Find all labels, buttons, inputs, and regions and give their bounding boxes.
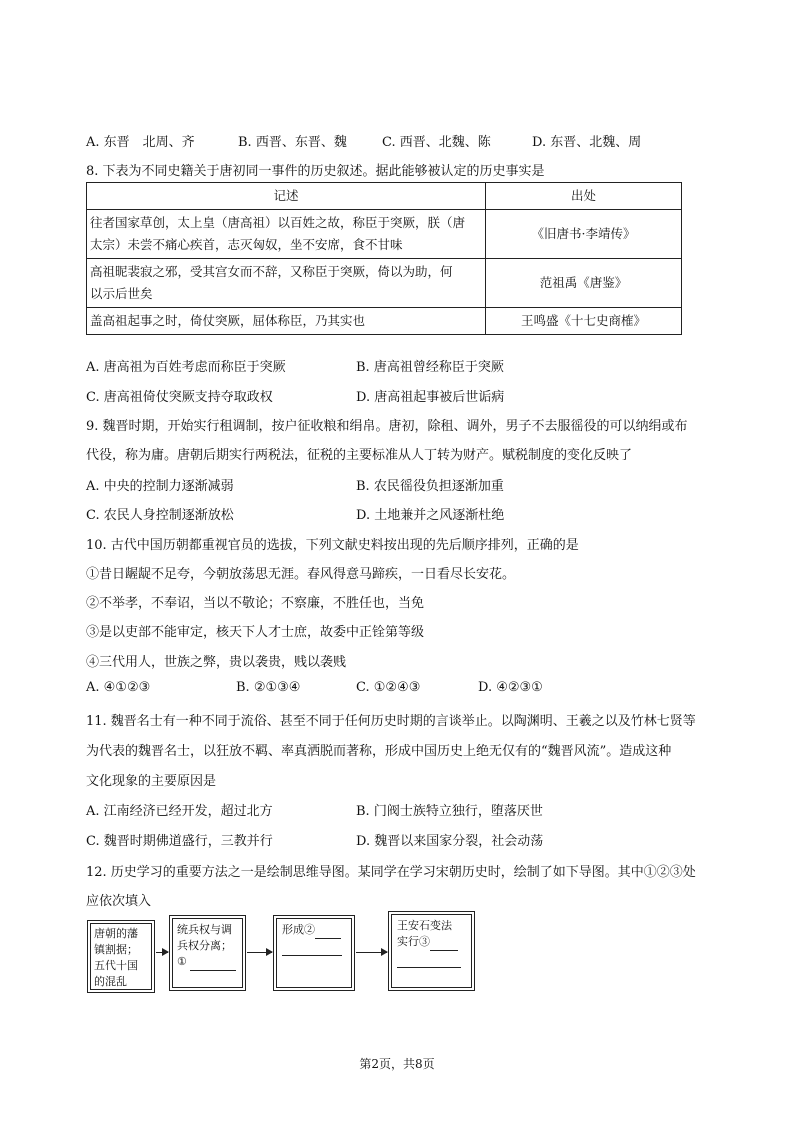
box4-label: 实行③ — [397, 935, 430, 948]
q11-option-b: B. 门阀士族特立独行，堕落厌世 — [356, 804, 543, 819]
q9-stem-line1: 9. 魏晋时期，开始实行租调制，按户征收粮和绢帛。唐初，除租、调外，男子不去服徭役的可以纳绢或布 — [86, 419, 688, 434]
q11-option-d: D. 魏晋以来国家分裂，社会动荡 — [356, 834, 544, 849]
q11-stem-line3: 文化现象的主要原因是 — [86, 774, 217, 789]
box1-line: 五代十国 — [94, 959, 138, 972]
q11-option-c: C. 魏晋时期佛道盛行，三教并行 — [86, 834, 273, 849]
blank-marker-1: ① — [177, 955, 187, 968]
q10-stem: 10. 古代中国历朝都重视官员的选拔，下列文献史料按出现的先后顺序排列，正确的是 — [86, 538, 579, 553]
q8-option-c: C. 唐高祖倚仗突厥支持夺取政权 — [86, 390, 273, 405]
table-cell-source: 《旧唐书·李靖传》 — [486, 210, 682, 259]
mindmap-arrow-1 — [156, 952, 168, 953]
q11-stem-line1: 11. 魏晋名士有一种不同于流俗、甚至不同于任何历史时期的言谈举止。以陶渊明、王羲之以及竹林七贤等 — [86, 714, 696, 729]
answer-blank-1 — [190, 954, 236, 971]
mindmap-box-4 — [391, 914, 472, 988]
answer-blank-2 — [315, 922, 341, 939]
q10-item-1: ①昔日龌龊不足夸，今朝放荡思无涯。春风得意马蹄疾，一日看尽长安花。 — [86, 567, 516, 582]
q10-item-2: ②不举孝，不奉诏，当以不敬论；不察廉，不胜任也，当免 — [86, 596, 425, 611]
q12-stem-line2: 应依次填入 — [86, 894, 152, 909]
q10-option-c: C. ①②④③ — [356, 680, 421, 695]
table-cell-source: 王鸣盛《十七史商榷》 — [486, 308, 682, 335]
q8-option-a: A. 唐高祖为百姓考虑而称臣于突厥 — [86, 360, 286, 375]
q10-option-d: D. ④②③① — [478, 680, 543, 695]
record-line: 往者国家草创，太上皇（唐高祖）以百姓之故，称臣于突厥，朕（唐 — [90, 215, 466, 230]
box1-line: 唐朝的藩 — [94, 927, 138, 940]
box4-blank-line-2 — [397, 951, 466, 968]
box1-line: 镇割据； — [94, 943, 138, 956]
mindmap-arrow-3 — [356, 952, 387, 953]
table-cell-source: 范祖禹《唐鉴》 — [486, 259, 682, 308]
mindmap-box-1 — [90, 923, 152, 990]
mindmap-box-3 — [276, 918, 352, 988]
q11-stem-line2: 为代表的魏晋名士，以狂放不羁、率真洒脱而著称，形成中国历史上绝无仅有的“魏晋风流”。造成这种 — [86, 744, 672, 759]
q10-item-3: ③是以吏部不能审定，核天下人才士庶，故委中正铨第等级 — [86, 625, 425, 640]
box3-label: 形成② — [282, 923, 315, 936]
q7-option-b: B. 西晋、东晋、魏 — [238, 135, 347, 150]
q12-stem-line1: 12. 历史学习的重要方法之一是绘制思维导图。某同学在学习宋朝历史时，绘制了如下导图。其中①②③处 — [86, 865, 696, 880]
box1-line: 的混乱 — [94, 975, 127, 988]
q7-option-d: D. 东晋、北魏、周 — [532, 135, 642, 150]
answer-blank-1b — [177, 971, 235, 988]
box2-blank-line — [177, 954, 238, 971]
box3-blank-line-2 — [282, 939, 346, 956]
q9-option-b: B. 农民徭役负担逐渐加重 — [356, 479, 504, 494]
table-header-record: 记述 — [87, 183, 486, 210]
q9-option-d: D. 土地兼并之风逐渐杜绝 — [356, 508, 505, 523]
box4-line: 王安石变法 — [397, 919, 452, 932]
answer-blank-3 — [430, 934, 458, 951]
page-footer: 第2页，共8页 — [359, 1057, 435, 1071]
record-line: 以示后世矣 — [90, 286, 153, 301]
q9-option-a: A. 中央的控制力逐渐减弱 — [86, 479, 234, 494]
q7-option-c: C. 西晋、北魏、陈 — [382, 135, 491, 150]
table-row — [87, 210, 682, 259]
q8-option-b: B. 唐高祖曾经称臣于突厥 — [356, 360, 504, 375]
record-line: 高祖昵裴寂之邪，受其宫女而不辞，又称臣于突厥，倚以为助，何 — [90, 264, 453, 279]
record-line: 太宗）未尝不痛心疾首，志灭匈奴，坐不安席，食不甘味 — [90, 237, 403, 252]
table-cell-record — [87, 210, 486, 259]
box4-blank-line — [397, 934, 466, 951]
table-row — [87, 259, 682, 308]
answer-blank-3b — [397, 951, 461, 968]
q8-source-table — [86, 182, 682, 335]
box3-blank-line — [282, 922, 346, 939]
q8-option-d: D. 唐高祖起事被后世诟病 — [356, 390, 505, 405]
q9-option-c: C. 农民人身控制逐渐放松 — [86, 508, 234, 523]
table-header-row — [87, 183, 682, 210]
box2-line: 兵权分离； — [177, 939, 232, 952]
table-cell-record — [87, 259, 486, 308]
box2-line: 统兵权与调 — [177, 923, 232, 936]
q9-stem-line2: 代役，称为庸。唐朝后期实行两税法，征税的主要标准从人丁转为财产。赋税制度的变化反映了 — [86, 448, 633, 463]
table-header-source: 出处 — [486, 183, 682, 210]
table-row — [87, 308, 682, 335]
q8-stem: 8. 下表为不同史籍关于唐初同一事件的历史叙述。据此能够被认定的历史事实是 — [86, 164, 545, 179]
q10-option-a: A. ④①②③ — [86, 680, 151, 695]
q10-item-4: ④三代用人，世族之弊，贵以袭贵，贱以袭贱 — [86, 655, 347, 670]
q11-option-a: A. 江南经济已经开发，超过北方 — [86, 804, 273, 819]
answer-blank-2b — [282, 939, 342, 956]
q7-option-a: A. 东晋 北周、齐 — [86, 135, 195, 150]
q10-option-b: B. ②①③④ — [236, 680, 301, 695]
table-cell-record — [87, 308, 486, 335]
mindmap-arrow-2 — [247, 952, 272, 953]
mindmap-box-2 — [172, 918, 243, 988]
record-line: 盖高祖起事之时，倚仗突厥，屈体称臣，乃其实也 — [90, 313, 366, 328]
box2-blank-line-2 — [177, 971, 238, 988]
